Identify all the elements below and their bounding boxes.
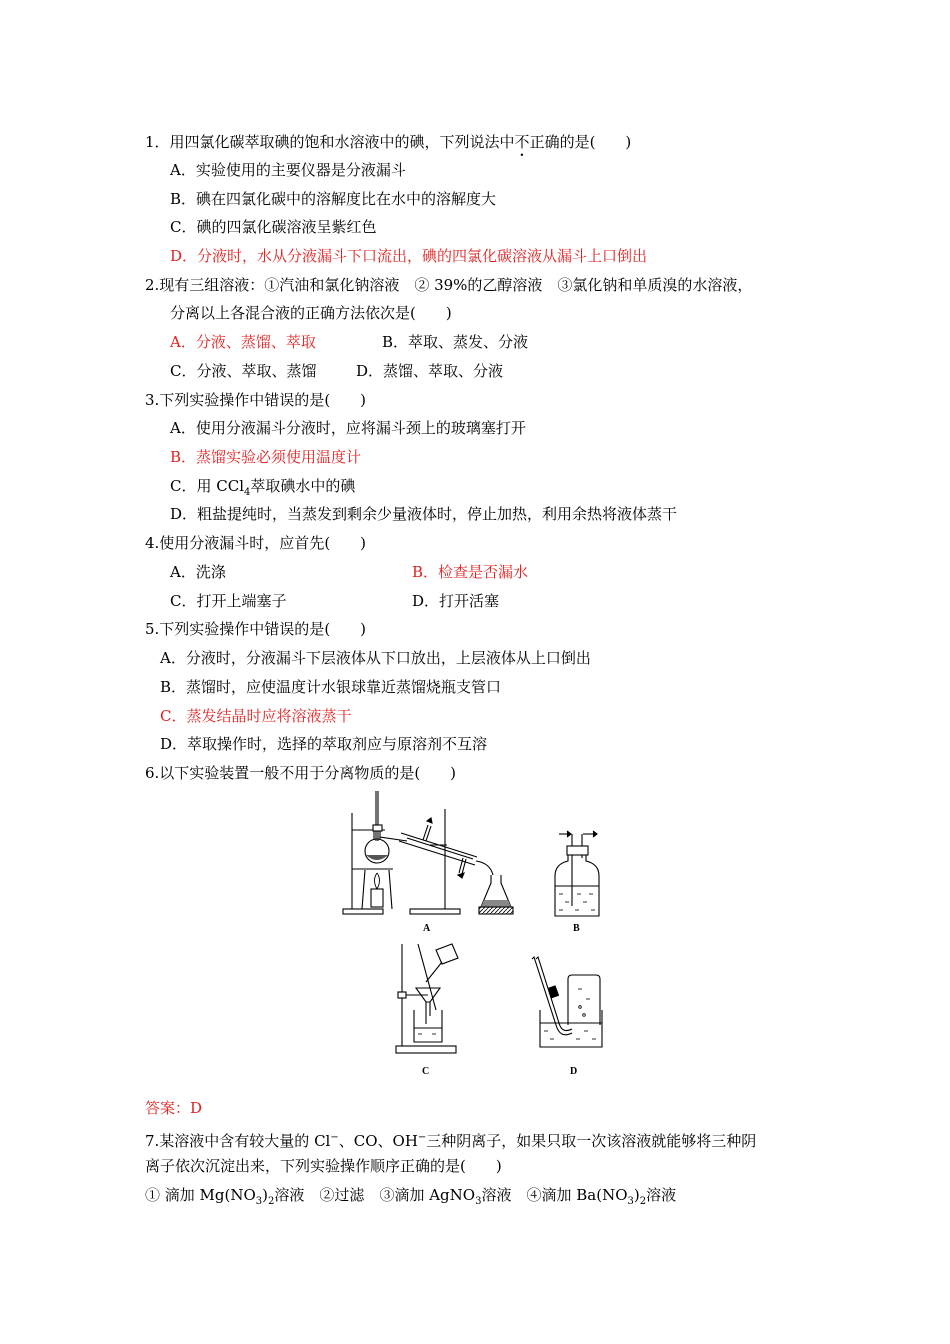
q3-stem: 3.下列实验操作中错误的是( )	[145, 391, 367, 409]
q5-option-c-answer: C．蒸发结晶时应将溶液蒸干	[160, 707, 352, 725]
figure-b-gas-washing-bottle	[545, 828, 610, 944]
q2-stem-line1: 2.现有三组溶液：①汽油和氯化钠溶液 ② 39%的乙醇溶液 ③氯化钠和单质溴的水溶液，	[145, 276, 753, 294]
figure-c-filtration	[388, 940, 468, 1084]
figure-a-label: A	[423, 923, 431, 934]
q5-stem: 5.下列实验操作中错误的是( )	[145, 620, 367, 638]
emphasis-dot-text: 不	[514, 133, 530, 151]
figure-c-label: C	[422, 1066, 430, 1077]
q2-option-b: B．萃取、蒸发、分液	[382, 333, 529, 351]
q3-option-c: C．用 CCl$_4$萃取碘水中的碘	[170, 477, 356, 498]
q1-option-d-answer: D．分液时，水从分液漏斗下口流出，碘的四氯化碳溶液从漏斗上口倒出	[170, 247, 648, 265]
q5-option-a: A．分液时，分液漏斗下层液体从下口放出，上层液体从上口倒出	[160, 649, 591, 667]
figure-a-distillation	[335, 785, 530, 944]
figure-d-label: D	[570, 1066, 578, 1077]
q4-option-c: C．打开上端塞子	[170, 592, 287, 610]
q3-option-d: D．粗盐提纯时，当蒸发到剩余少量液体时，停止加热，利用余热将液体蒸干	[170, 505, 678, 523]
q6-stem: 6.以下实验装置一般不用于分离物质的是( )	[145, 764, 457, 782]
q1-option-a: A．实验使用的主要仪器是分液漏斗	[170, 161, 406, 179]
q7-op3: ③滴加 AgNO$_3$溶液	[379, 1186, 512, 1207]
q4-option-b-answer: B．检查是否漏水	[412, 563, 529, 581]
q4-option-a: A．洗涤	[170, 563, 226, 581]
q1-option-c: C．碘的四氯化碳溶液呈紫红色	[170, 218, 377, 236]
q3-option-a: A．使用分液漏斗分液时，应将漏斗颈上的玻璃塞打开	[170, 419, 526, 437]
q2-option-a-answer: A．分液、蒸馏、萃取	[170, 333, 316, 351]
q1-stem: 1．用四氯化碳萃取碘的饱和水溶液中的碘，下列说法中不正确的是( )	[145, 133, 632, 151]
q5-option-d: D．萃取操作时，选择的萃取剂应与原溶剂不互溶	[160, 735, 488, 753]
q7-op2: ②过滤	[319, 1186, 365, 1204]
q2-option-c: C．分液、萃取、蒸馏	[170, 362, 317, 380]
q7-stem-line2: 离子依次沉淀出来，下列实验操作顺序正确的是( )	[145, 1157, 502, 1175]
figure-b-label: B	[573, 923, 580, 934]
q1-option-b: B．碘在四氯化碳中的溶解度比在水中的溶解度大	[170, 190, 497, 208]
q5-option-b: B．蒸馏时，应使温度计水银球靠近蒸馏烧瓶支管口	[160, 678, 502, 696]
q2-option-d: D．蒸馏、萃取、分液	[356, 362, 504, 380]
q6-answer: 答案：D	[145, 1099, 203, 1117]
figure-d-gas-collection	[528, 955, 608, 1084]
q4-option-d: D．打开活塞	[412, 592, 500, 610]
q7-stem-line1: 7.某溶液中含有较大量的 Cl−、CO、OH−三种阴离子，如果只取一次该溶液就能够将三种阴	[145, 1132, 757, 1150]
q7-op1: ① 滴加 $Mg(NO_3)_2$溶液	[145, 1186, 305, 1207]
q7-operations	[145, 1185, 676, 1212]
q3-option-b-answer: B．蒸馏实验必须使用温度计	[170, 448, 362, 466]
q7-op4: ④滴加 $Ba(NO_3)_2$溶液	[526, 1186, 677, 1207]
q2-stem-line2: 分离以上各混合液的正确方法依次是( )	[170, 304, 452, 322]
q4-stem: 4.使用分液漏斗时，应首先( )	[145, 534, 367, 552]
